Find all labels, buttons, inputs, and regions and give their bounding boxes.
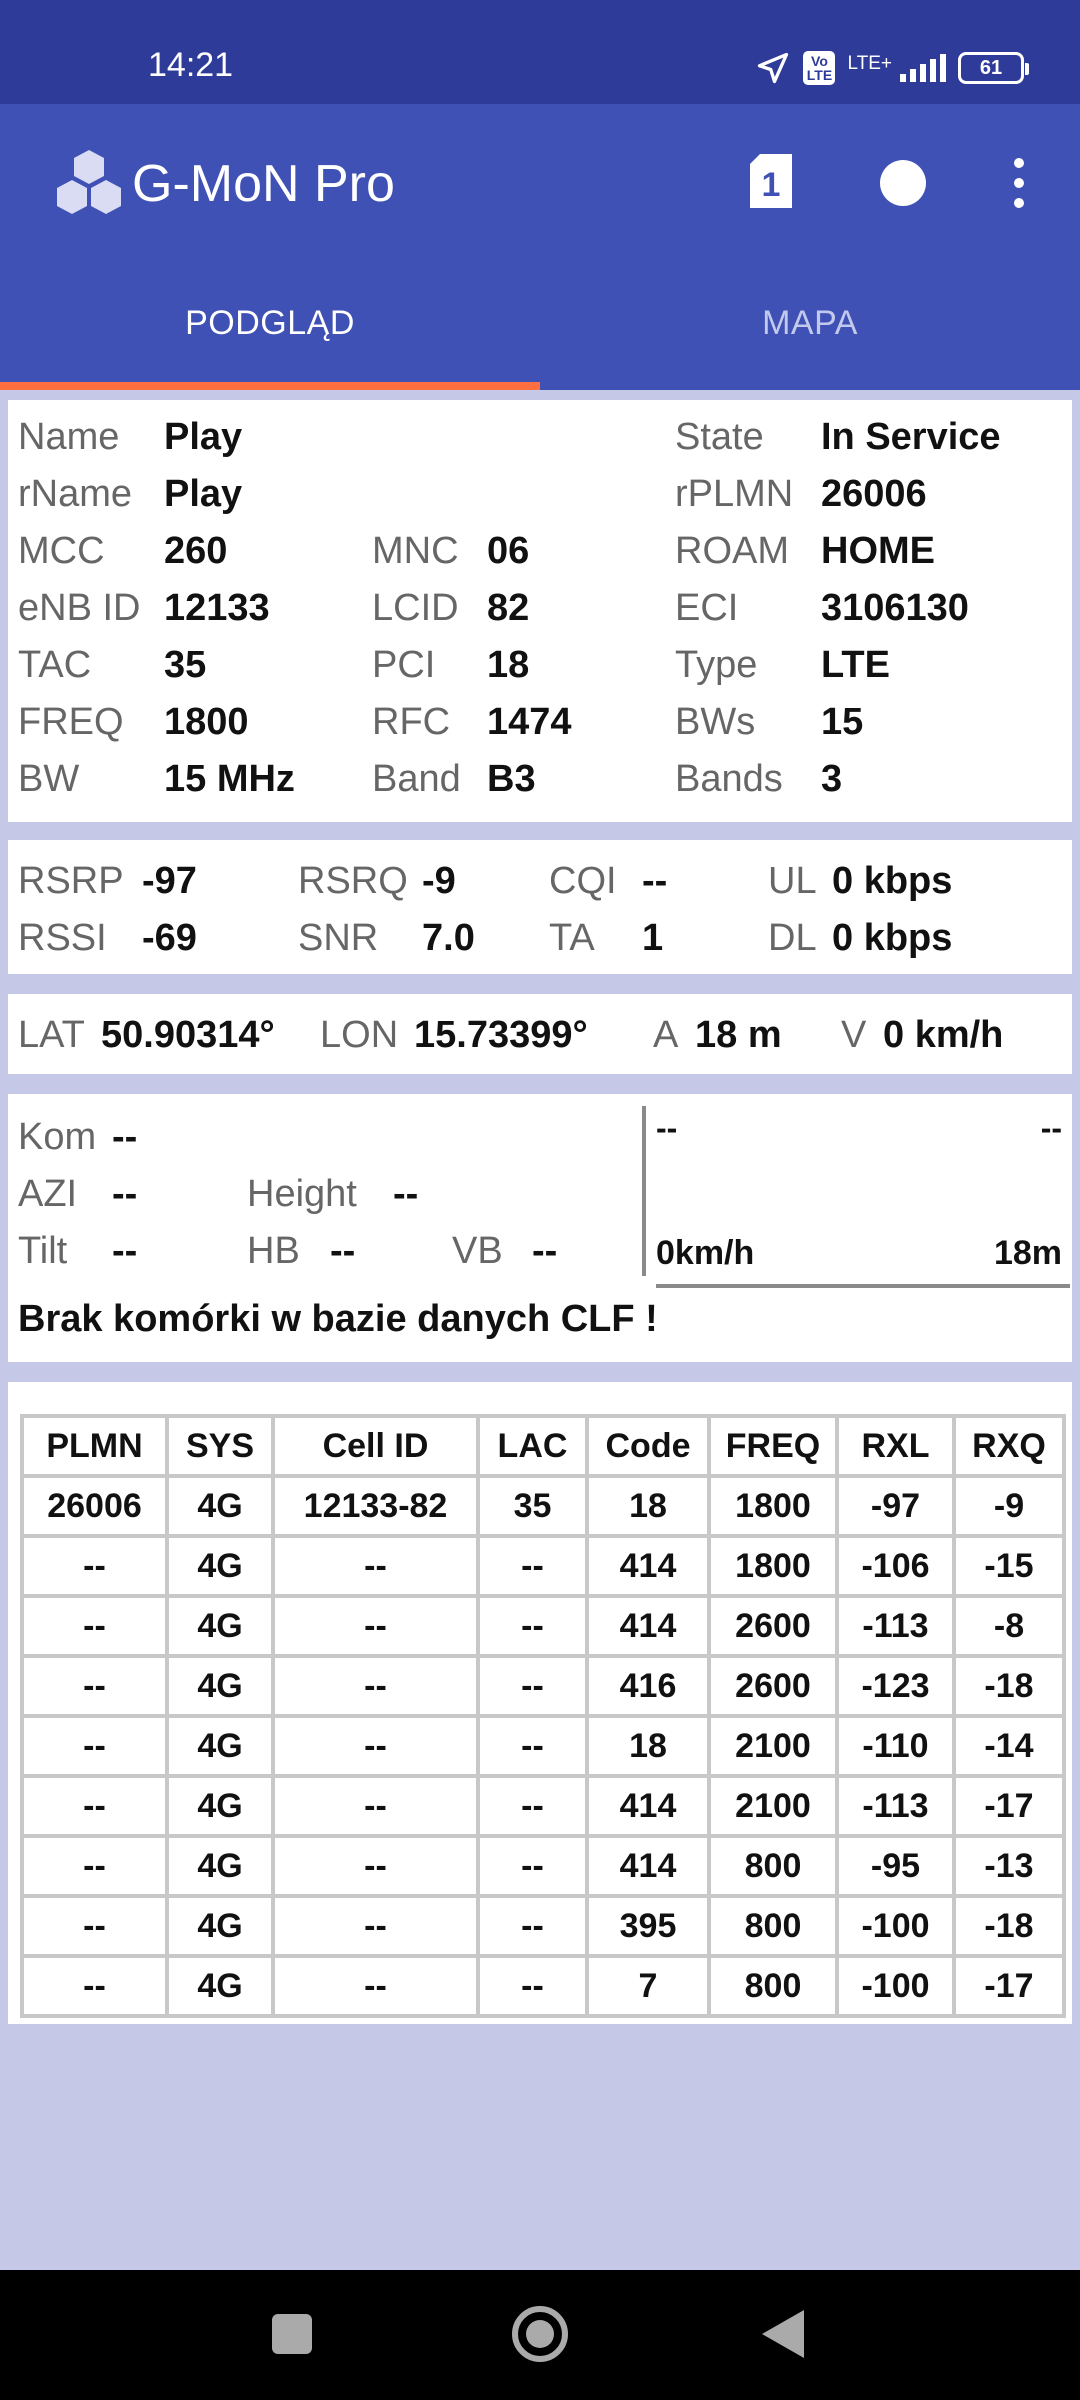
- table-cell: -100: [837, 1956, 954, 2016]
- table-cell: --: [478, 1656, 587, 1716]
- sim-card-icon[interactable]: [746, 152, 796, 210]
- system-nav-bar: [0, 2270, 1080, 2400]
- cqi-label: CQI: [549, 860, 617, 902]
- volte-icon: Vo LTE: [803, 51, 835, 85]
- table-cell: 4G: [167, 1836, 273, 1896]
- table-cell: 1800: [709, 1476, 837, 1536]
- mcc-value: 260: [164, 530, 228, 572]
- table-row: [22, 1656, 1064, 1716]
- table-cell: --: [273, 1896, 478, 1956]
- table-cell: 2600: [709, 1596, 837, 1656]
- status-icons: [755, 50, 1024, 86]
- table-cell: --: [22, 1836, 167, 1896]
- table-cell: -106: [837, 1536, 954, 1596]
- table-cell: -97: [837, 1476, 954, 1536]
- table-cell: 35: [478, 1476, 587, 1536]
- bands-value: 3: [821, 758, 843, 800]
- rsrp-value: -97: [142, 860, 197, 902]
- lcid-value: 82: [487, 587, 530, 629]
- lon-value: 15.73399°: [414, 1014, 588, 1056]
- battery-level: 61: [979, 56, 1003, 79]
- tac-label: TAC: [18, 644, 92, 686]
- column-header: PLMN: [22, 1416, 167, 1476]
- compass-distance: 18m: [993, 1234, 1062, 1272]
- snr-label: SNR: [298, 917, 379, 959]
- more-options-icon[interactable]: [1004, 158, 1034, 208]
- table-cell: 414: [587, 1836, 709, 1896]
- table-cell: --: [273, 1536, 478, 1596]
- column-header: Code: [587, 1416, 709, 1476]
- table-cell: -18: [954, 1656, 1064, 1716]
- rplmn-value: 26006: [821, 473, 927, 515]
- column-header: RXQ: [954, 1416, 1064, 1476]
- tilt-value: --: [112, 1230, 138, 1272]
- rfc-label: RFC: [372, 701, 451, 743]
- tac-value: 35: [164, 644, 207, 686]
- height-label: Height: [247, 1173, 357, 1215]
- eci-label: ECI: [675, 587, 739, 629]
- app-bar: [0, 104, 1080, 390]
- table-row: [22, 1836, 1064, 1896]
- type-label: Type: [675, 644, 758, 686]
- back-icon[interactable]: [762, 2310, 804, 2358]
- table-cell: 4G: [167, 1656, 273, 1716]
- table-cell: --: [22, 1776, 167, 1836]
- table-row: [22, 1896, 1064, 1956]
- table-cell: --: [22, 1536, 167, 1596]
- column-header: RXL: [837, 1416, 954, 1476]
- kom-value: --: [112, 1116, 138, 1158]
- table-row: [22, 1596, 1064, 1656]
- table-cell: 414: [587, 1536, 709, 1596]
- compass-speed: 0km/h: [656, 1234, 755, 1272]
- home-icon[interactable]: [512, 2306, 568, 2362]
- band-label: Band: [372, 758, 461, 800]
- table-cell: 2600: [709, 1656, 837, 1716]
- table-cell: --: [478, 1536, 587, 1596]
- table-cell: --: [273, 1596, 478, 1656]
- snr-value: 7.0: [422, 917, 475, 959]
- table-cell: --: [478, 1896, 587, 1956]
- table-cell: --: [273, 1776, 478, 1836]
- site-divider-vertical: [642, 1106, 646, 1276]
- column-header: LAC: [478, 1416, 587, 1476]
- speed-label: V: [841, 1014, 867, 1056]
- roam-value: HOME: [821, 530, 935, 572]
- bands-label: Bands: [675, 758, 783, 800]
- bws-label: BWs: [675, 701, 756, 743]
- table-cell: -110: [837, 1716, 954, 1776]
- signal-card: [8, 840, 1072, 974]
- location-card: [8, 994, 1072, 1074]
- table-cell: --: [22, 1596, 167, 1656]
- table-cell: -100: [837, 1896, 954, 1956]
- site-card: [8, 1094, 1072, 1362]
- table-cell: 800: [709, 1956, 837, 2016]
- hb-value: --: [330, 1230, 356, 1272]
- sim-number: 1: [761, 166, 781, 204]
- column-header: Cell ID: [273, 1416, 478, 1476]
- rssi-label: RSSI: [18, 917, 107, 959]
- table-cell: --: [478, 1596, 587, 1656]
- rfc-value: 1474: [487, 701, 572, 743]
- table-cell: -15: [954, 1536, 1064, 1596]
- table-cell: 7: [587, 1956, 709, 2016]
- pci-label: PCI: [372, 644, 436, 686]
- ta-label: TA: [549, 917, 595, 959]
- state-value: In Service: [821, 416, 1001, 458]
- table-row: [22, 1476, 1064, 1536]
- table-cell: 800: [709, 1896, 837, 1956]
- network-type-label: LTE+: [847, 52, 892, 74]
- tab-mapa[interactable]: MAPA: [762, 304, 858, 342]
- table-cell: 18: [587, 1476, 709, 1536]
- bw-value: 15 MHz: [164, 758, 295, 800]
- table-cell: --: [22, 1896, 167, 1956]
- mnc-label: MNC: [372, 530, 459, 572]
- table-cell: 1800: [709, 1536, 837, 1596]
- table-cell: 4G: [167, 1776, 273, 1836]
- rname-label: rName: [18, 473, 133, 515]
- table-cell: 416: [587, 1656, 709, 1716]
- table-cell: --: [22, 1716, 167, 1776]
- table-row: [22, 1536, 1064, 1596]
- type-value: LTE: [821, 644, 890, 686]
- table-cell: 4G: [167, 1476, 273, 1536]
- record-toggle-icon[interactable]: [880, 160, 926, 206]
- vb-value: --: [532, 1230, 558, 1272]
- table-cell: --: [273, 1716, 478, 1776]
- table-cell: 4G: [167, 1956, 273, 2016]
- table-cell: --: [22, 1656, 167, 1716]
- table-cell: --: [478, 1836, 587, 1896]
- table-cell: 800: [709, 1836, 837, 1896]
- accuracy-value: 18 m: [695, 1014, 782, 1056]
- table-cell: -9: [954, 1476, 1064, 1536]
- enb-label: eNB ID: [18, 587, 141, 629]
- table-row: [22, 1956, 1064, 2016]
- dl-value: 0 kbps: [832, 917, 953, 959]
- lat-label: LAT: [18, 1014, 85, 1056]
- dl-label: DL: [768, 917, 817, 959]
- table-cell: -17: [954, 1956, 1064, 2016]
- kom-label: Kom: [18, 1116, 97, 1158]
- status-bar: [0, 0, 1080, 104]
- table-cell: 4G: [167, 1716, 273, 1776]
- cqi-value: --: [642, 860, 668, 902]
- neighbor-table-card: [8, 1382, 1072, 2024]
- name-value: Play: [164, 416, 243, 458]
- ul-label: UL: [768, 860, 817, 902]
- table-cell: 4G: [167, 1536, 273, 1596]
- table-cell: --: [22, 1956, 167, 2016]
- compass-top-left: --: [656, 1110, 678, 1146]
- recent-apps-icon[interactable]: [272, 2314, 312, 2354]
- table-row: [22, 1776, 1064, 1836]
- speed-value: 0 km/h: [883, 1014, 1004, 1056]
- vb-label: VB: [452, 1230, 503, 1272]
- hb-label: HB: [247, 1230, 300, 1272]
- column-header: FREQ: [709, 1416, 837, 1476]
- table-cell: 2100: [709, 1776, 837, 1836]
- rplmn-label: rPLMN: [675, 473, 794, 515]
- site-divider-horizontal: [656, 1284, 1070, 1288]
- table-cell: 395: [587, 1896, 709, 1956]
- table-cell: -8: [954, 1596, 1064, 1656]
- eci-value: 3106130: [821, 587, 969, 629]
- location-arrow-icon: [755, 50, 791, 86]
- enb-value: 12133: [164, 587, 270, 629]
- roam-label: ROAM: [675, 530, 789, 572]
- bw-label: BW: [18, 758, 80, 800]
- table-header-row: [22, 1416, 1064, 1476]
- tab-podglad[interactable]: PODGLĄD: [185, 304, 355, 342]
- ul-value: 0 kbps: [832, 860, 953, 902]
- table-cell: -113: [837, 1776, 954, 1836]
- app-title: G-MoN Pro: [132, 155, 395, 213]
- table-cell: -18: [954, 1896, 1064, 1956]
- table-cell: --: [478, 1716, 587, 1776]
- active-tab-indicator: [0, 382, 540, 390]
- table-cell: 4G: [167, 1596, 273, 1656]
- accuracy-label: A: [653, 1014, 679, 1056]
- rsrp-label: RSRP: [18, 860, 124, 902]
- tilt-label: Tilt: [18, 1230, 68, 1272]
- compass-top-right: --: [1040, 1110, 1062, 1146]
- status-time: 14:21: [148, 46, 234, 84]
- table-row: [22, 1716, 1064, 1776]
- table-cell: --: [273, 1656, 478, 1716]
- cell-info-card: [8, 400, 1072, 822]
- state-label: State: [675, 416, 764, 458]
- bws-value: 15: [821, 701, 864, 743]
- table-cell: --: [273, 1956, 478, 2016]
- table-cell: --: [273, 1836, 478, 1896]
- signal-bars-icon: [900, 54, 946, 82]
- lon-label: LON: [320, 1014, 399, 1056]
- azi-value: --: [112, 1173, 138, 1215]
- lat-value: 50.90314°: [101, 1014, 275, 1056]
- pci-value: 18: [487, 644, 530, 686]
- table-cell: 2100: [709, 1716, 837, 1776]
- height-value: --: [393, 1173, 419, 1215]
- freq-value: 1800: [164, 701, 249, 743]
- table-cell: 414: [587, 1776, 709, 1836]
- app-logo-icon: [50, 146, 128, 224]
- table-cell: 26006: [22, 1476, 167, 1536]
- rssi-value: -69: [142, 917, 197, 959]
- table-cell: -95: [837, 1836, 954, 1896]
- table-cell: -13: [954, 1836, 1064, 1896]
- table-cell: 414: [587, 1596, 709, 1656]
- mnc-value: 06: [487, 530, 530, 572]
- band-value: B3: [487, 758, 536, 800]
- column-header: SYS: [167, 1416, 273, 1476]
- table-cell: 18: [587, 1716, 709, 1776]
- rname-value: Play: [164, 473, 243, 515]
- table-cell: 12133-82: [273, 1476, 478, 1536]
- table-cell: -17: [954, 1776, 1064, 1836]
- rsrq-label: RSRQ: [298, 860, 408, 902]
- azi-label: AZI: [18, 1173, 78, 1215]
- neighbor-table: [20, 1414, 1066, 2018]
- table-cell: 4G: [167, 1896, 273, 1956]
- lcid-label: LCID: [372, 587, 459, 629]
- rsrq-value: -9: [422, 860, 456, 902]
- name-label: Name: [18, 416, 120, 458]
- table-cell: --: [478, 1956, 587, 2016]
- table-cell: -14: [954, 1716, 1064, 1776]
- table-cell: -123: [837, 1656, 954, 1716]
- table-cell: --: [478, 1776, 587, 1836]
- ta-value: 1: [642, 917, 664, 959]
- freq-label: FREQ: [18, 701, 124, 743]
- clf-message: Brak komórki w bazie danych CLF !: [18, 1298, 658, 1340]
- battery-icon: [958, 52, 1024, 84]
- mcc-label: MCC: [18, 530, 105, 572]
- table-cell: -113: [837, 1596, 954, 1656]
